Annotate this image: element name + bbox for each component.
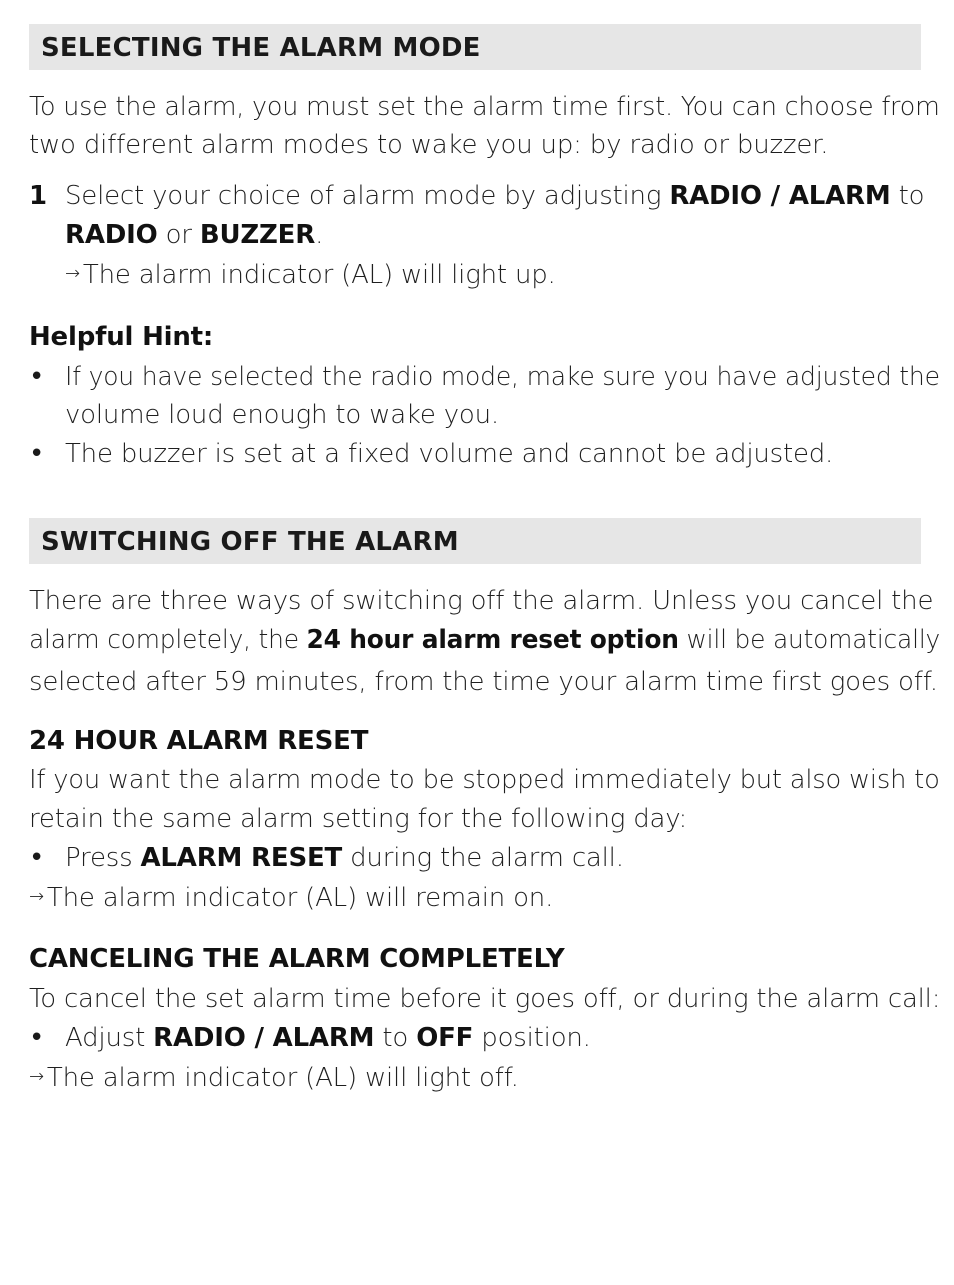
intro-line-1: To use the alarm, you must set the alarm time first. You can choose from — [29, 92, 940, 122]
switch-off-line-3: selected after 59 minutes, from the time your alarm time first goes off. — [29, 667, 938, 697]
step-number: 1 — [29, 181, 48, 211]
step-1-line-1: Select your choice of alarm mode by adjusting RADIO / ALARM to — [65, 181, 925, 211]
hint-item-1-line-1: If you have selected the radio mode, make sure you have adjusted the — [65, 362, 940, 392]
section-title-switching-off: SWITCHING OFF THE ALARM — [41, 527, 459, 557]
cancel-result: → The alarm indicator (AL) will light off. — [29, 1063, 519, 1093]
switch-off-line-1: There are three ways of switching off the alarm. Unless you cancel the — [29, 586, 934, 616]
hint-item-2: The buzzer is set at a fixed volume and cannot be adjusted. — [65, 439, 834, 469]
cancel-title: CANCELING THE ALARM COMPLETELY — [29, 944, 565, 974]
reset-line-1: If you want the alarm mode to be stopped immediately but also wish to — [29, 765, 940, 795]
cancel-line-1: To cancel the set alarm time before it goes off, or during the alarm call: — [29, 984, 941, 1014]
step-1-line-2: RADIO or BUZZER. — [65, 220, 324, 250]
reset-bullet: Press ALARM RESET during the alarm call. — [65, 843, 624, 873]
bullet-icon: • — [29, 1023, 45, 1053]
hint-title: Helpful Hint: — [29, 322, 214, 352]
arrow-right-icon: → — [29, 1066, 44, 1087]
cancel-bullet: Adjust RADIO / ALARM to OFF position. — [65, 1023, 591, 1053]
section-header-bar — [29, 24, 921, 70]
bullet-icon: • — [29, 843, 45, 873]
bullet-icon: • — [29, 362, 45, 392]
reset-title: 24 HOUR ALARM RESET — [29, 726, 369, 756]
arrow-right-icon: → — [29, 886, 44, 907]
switch-off-line-2: alarm completely, the 24 hour alarm reset option will be automatically — [29, 625, 941, 655]
reset-line-2: retain the same alarm setting for the following day: — [29, 804, 688, 834]
intro-line-2: two different alarm modes to wake you up: by radio or buzzer. — [29, 130, 829, 160]
hint-item-1-line-2: volume loud enough to wake you. — [65, 400, 499, 430]
bullet-icon: • — [29, 439, 45, 469]
arrow-right-icon: → — [65, 263, 80, 284]
section-title-alarm-mode: SELECTING THE ALARM MODE — [41, 33, 481, 63]
step-1-result: → The alarm indicator (AL) will light up. — [65, 260, 556, 290]
reset-result: → The alarm indicator (AL) will remain on. — [29, 883, 554, 913]
section-header-bar — [29, 518, 921, 564]
